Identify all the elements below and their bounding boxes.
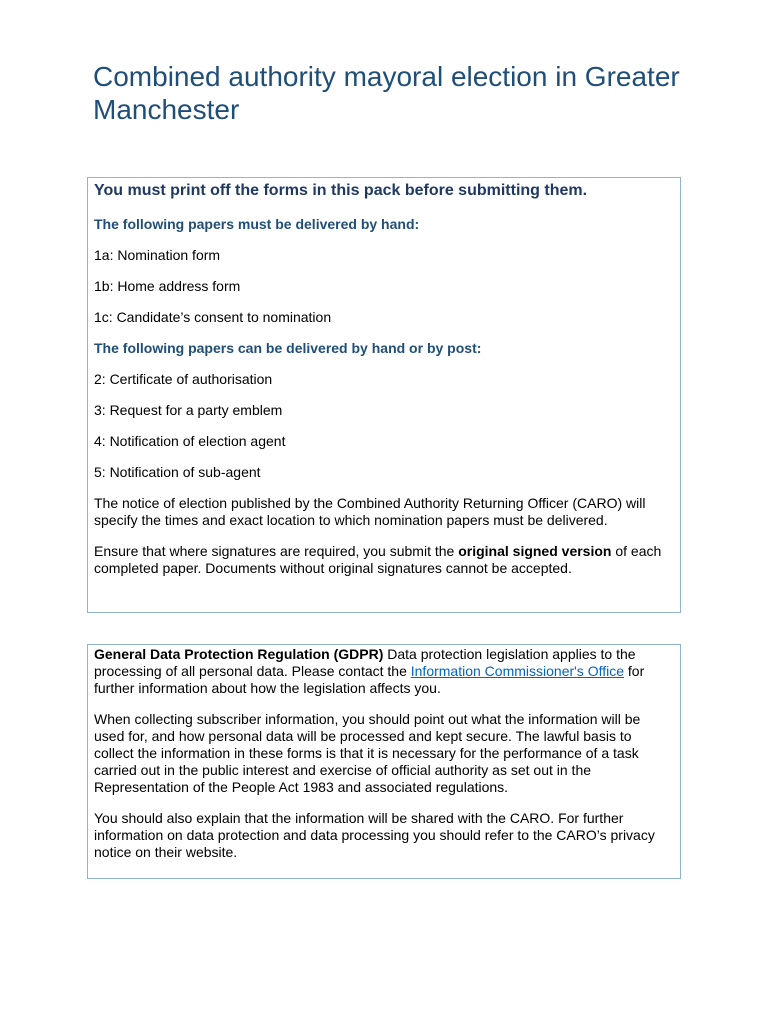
gdpr-box — [87, 644, 681, 879]
list-item-3: 3: Request for a party emblem — [94, 402, 283, 418]
list-item-4: 4: Notification of election agent — [94, 433, 286, 449]
signatures-paragraph — [94, 543, 674, 577]
list-item-1c: 1c: Candidate’s consent to nomination — [94, 309, 332, 325]
gdpr-intro-text: Data protection legislation applies to the processing of all personal data. Please contact the — [94, 646, 636, 679]
page-title: Combined authority mayoral election in Greater Manchester — [93, 61, 680, 125]
list-item-2: 2: Certificate of authorisation — [94, 371, 273, 387]
print-headline: You must print off the forms in this pack before submitting them. — [94, 182, 588, 199]
list-item-5: 5: Notification of sub-agent — [94, 464, 261, 480]
gdpr-intro-paragraph — [94, 645, 674, 697]
signatures-bold: original signed version — [458, 543, 612, 559]
notice-paragraph: The notice of election published by the Combined Authority Returning Officer (CARO) will specify the times and exact location to which nomination papers must be delivered. — [94, 495, 646, 528]
gdpr-heading: General Data Protection Regulation (GDPR) — [94, 646, 384, 662]
ico-link[interactable]: Information Commissioner's Office — [410, 663, 625, 679]
signatures-prefix: Ensure that where signatures are required, you submit the — [94, 543, 459, 559]
list-item-1b: 1b: Home address form — [94, 278, 241, 294]
sharing-paragraph: You should also explain that the information will be shared with the CARO. For further information on data protection and data processing you should refer to the CARO’s privacy notice on their website. — [94, 810, 655, 860]
gdpr-intro-suffix: for further information about how the legislation affects you. — [94, 663, 645, 696]
collecting-paragraph: When collecting subscriber information, you should point out what the information will be used for, and how personal data will be processed and kept secure. The lawful basis to collect the information in these forms is that it is necessary for the performance of a task carried out in the public interest and exercise of official authority as set out in the Representation of the People Act 1983 and associated regulations. — [94, 711, 641, 795]
print-instructions-box — [87, 177, 681, 613]
list-item-1a: 1a: Nomination form — [94, 247, 221, 263]
by-hand-or-post-heading: The following papers can be delivered by hand or by post: — [94, 340, 482, 356]
signatures-suffix: of each completed paper. Documents without original signatures cannot be accepted. — [94, 543, 662, 576]
by-hand-heading: The following papers must be delivered by hand: — [94, 216, 420, 232]
